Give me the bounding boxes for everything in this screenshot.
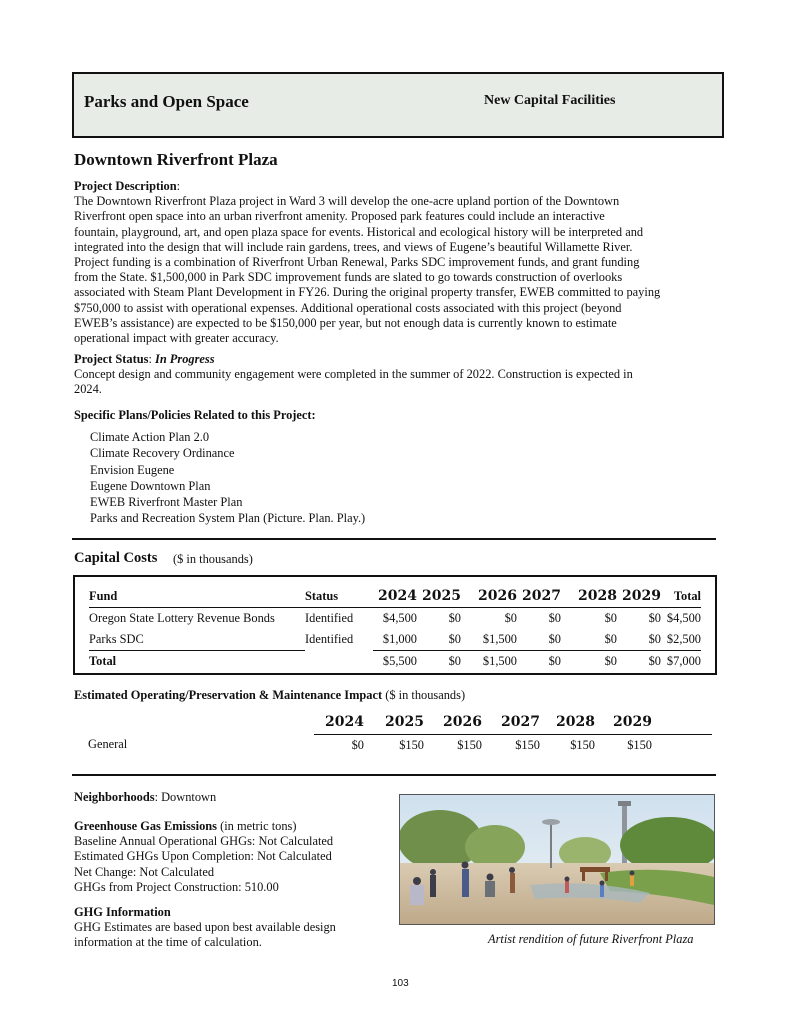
lamp-post (550, 823, 552, 868)
fund-name: Parks SDC (89, 632, 144, 646)
status-sep: : (148, 352, 155, 366)
section-header (72, 72, 724, 138)
divider (72, 774, 716, 776)
description-line: from the State. $1,500,000 in Park SDC improvement funds are slated to go towards construction of overlooks (74, 270, 623, 285)
description-line: EWEB’s assistance) are expected to be $150,000 per year, but not enough data is currently known to estimate (74, 315, 617, 330)
plaza-rendering-image (399, 794, 715, 925)
col-year: 2025 (417, 585, 461, 608)
project-description (74, 179, 724, 346)
wheelchair-person (485, 881, 495, 897)
plan-item: Climate Recovery Ordinance (90, 446, 235, 461)
divider (72, 538, 716, 540)
cell-value: $0 (351, 737, 364, 752)
total-value: $0 (417, 651, 461, 673)
cell-value: $0 (548, 611, 561, 625)
cell-value: $1,500 (482, 632, 517, 646)
neighborhoods (74, 790, 374, 805)
description-line: associated with Steam Plant Development in FY26. During the original property transfer, EWEB committed to paying (74, 285, 661, 300)
table-header-row (88, 710, 712, 735)
total-value: $0 (517, 651, 561, 673)
total-value: $5,500 (373, 651, 417, 673)
play-structure-post (605, 867, 608, 881)
description-line: The Downtown Riverfront Plaza project in Ward 3 will develop the one-acre upland portion of the Downtown (74, 194, 620, 209)
total-value: $0 (617, 651, 661, 673)
ghg-line: GHGs from Project Construction: 510.00 (74, 879, 279, 894)
col-year: 2029 (595, 710, 652, 735)
operating-impact-table (88, 710, 712, 755)
description-label: Project Description (74, 179, 177, 193)
child (630, 875, 634, 886)
ghg-info-line: information at the time of calculation. (74, 935, 262, 950)
cell-value: $0 (504, 611, 517, 625)
operating-impact-title (74, 688, 465, 703)
col-year: 2026 (461, 585, 517, 608)
photo-caption: Artist rendition of future Riverfront Plaza (488, 932, 694, 946)
cell-value: $0 (648, 632, 661, 646)
person (410, 885, 424, 905)
person (510, 873, 515, 893)
tower-top (618, 801, 631, 806)
table-row (88, 735, 712, 756)
cell-value: $150 (399, 737, 424, 752)
ghg-line: Baseline Annual Operational GHGs: Not Calculated (74, 834, 334, 849)
col-year: 2028 (561, 585, 617, 608)
plan-item: EWEB Riverfront Master Plan (90, 495, 243, 510)
person (462, 862, 469, 869)
cell-value: $0 (548, 632, 561, 646)
grand-total: $7,000 (661, 651, 701, 673)
plaza-rendering-art (400, 795, 714, 924)
row-label: General (88, 737, 128, 752)
ghg-emissions (74, 819, 374, 895)
total-row (89, 651, 701, 673)
table-header-row (89, 585, 701, 608)
status-label: Project Status (74, 352, 149, 366)
status-line: Concept design and community engagement were completed in the summer of 2022. Construction is expected in (74, 367, 633, 382)
cell-total: $4,500 (666, 611, 701, 625)
col-year: 2024 (314, 710, 364, 735)
fund-status: Identified (305, 611, 354, 625)
description-line: operational impact with greater accuracy. (74, 331, 279, 346)
plan-item: Climate Action Plan 2.0 (90, 430, 210, 444)
cell-value: $0 (604, 611, 617, 625)
child (565, 877, 570, 882)
col-year: 2029 (617, 585, 661, 608)
capital-costs-table (89, 585, 701, 672)
neighborhoods-value: Downtown (161, 790, 217, 804)
capital-costs-title: Capital Costs (74, 550, 158, 566)
neighborhoods-label: Neighborhoods (74, 790, 155, 804)
description-line: fountain, playground, art, and open plaza space for events. Historical and ecological history will be interpreted and (74, 224, 644, 239)
col-year: 2028 (540, 710, 595, 735)
ghg-info-label: GHG Information (74, 905, 171, 919)
category-type: New Capital Facilities (484, 93, 616, 108)
person (430, 869, 436, 875)
table-row (89, 608, 701, 630)
cell-value: $150 (515, 737, 540, 752)
cell-value: $0 (448, 611, 461, 625)
cell-value: $0 (448, 632, 461, 646)
col-year: 2027 (517, 585, 561, 608)
status-value: In Progress (155, 352, 215, 366)
cell-value: $4,500 (382, 611, 417, 625)
description-line: $750,000 to assist with operational expenses. Additional operational costs associated with this project (beyond (74, 300, 622, 315)
person (462, 869, 469, 897)
person (430, 875, 436, 897)
plans-list (90, 429, 365, 527)
ghg-info-line: GHG Estimates are based upon best available design (74, 920, 336, 935)
ghg-unit: (in metric tons) (220, 819, 297, 833)
total-value: $1,500 (461, 651, 517, 673)
plan-item: Eugene Downtown Plan (90, 478, 211, 493)
child (600, 881, 605, 886)
category-title: Parks and Open Space (84, 92, 249, 111)
capital-costs-box (73, 575, 717, 675)
person (413, 877, 421, 885)
col-year: 2024 (373, 585, 417, 608)
child (630, 871, 635, 876)
cell-value: $150 (570, 737, 595, 752)
status-line: 2024. (74, 382, 102, 397)
description-line: integrated into the design that will include rain gardens, trees, and views of Eugene’s beautiful Willamette River. (74, 239, 633, 254)
total-label: Total (89, 651, 305, 673)
plans-label: Specific Plans/Policies Related to this Project: (74, 408, 316, 422)
person (487, 874, 494, 881)
operating-unit: ($ in thousands) (385, 688, 466, 702)
cell-value: $0 (648, 611, 661, 625)
project-title: Downtown Riverfront Plaza (74, 150, 278, 169)
play-structure-post (582, 867, 585, 881)
capital-costs-unit: ($ in thousands) (173, 552, 253, 566)
col-year: 2026 (424, 710, 482, 735)
plan-item: Parks and Recreation System Plan (Picture. Plan. Play.) (90, 511, 366, 526)
page-number: 103 (392, 978, 409, 989)
ghg-line: Net Change: Not Calculated (74, 864, 215, 879)
table-row (89, 629, 701, 651)
operating-label: Estimated Operating/Preservation & Maintenance Impact (74, 688, 383, 702)
col-year: 2027 (482, 710, 540, 735)
description-colon: : (176, 179, 181, 193)
description-line: Project funding is a combination of Riverfront Urban Renewal, Parks SDC improvement funds, and grant funding (74, 255, 640, 270)
fund-status: Identified (305, 632, 354, 647)
lamp-head (542, 819, 560, 825)
child (600, 885, 604, 897)
ghg-line: Estimated GHGs Upon Completion: Not Calculated (74, 849, 332, 864)
neighborhoods-sep: : (154, 790, 162, 804)
person (509, 867, 515, 873)
cell-value: $0 (604, 632, 617, 646)
col-fund: Fund (89, 585, 305, 608)
fund-name: Oregon State Lottery Revenue Bonds (89, 611, 275, 625)
ghg-information (74, 905, 384, 951)
description-line: Riverfront open space into an urban riverfront amenity. Proposed park features could include an interactive (74, 209, 605, 224)
cell-value: $150 (627, 737, 652, 752)
cell-value: $1,000 (382, 632, 417, 646)
col-total: Total (661, 585, 701, 608)
total-value: $0 (561, 651, 617, 673)
col-status: Status (305, 585, 373, 608)
cell-value: $150 (457, 737, 482, 752)
ghg-label: Greenhouse Gas Emissions (74, 819, 217, 833)
plan-item: Envision Eugene (90, 462, 175, 477)
col-year: 2025 (364, 710, 424, 735)
project-status (74, 352, 724, 398)
cell-total: $2,500 (666, 632, 701, 646)
tree (465, 825, 525, 869)
child (565, 881, 569, 893)
